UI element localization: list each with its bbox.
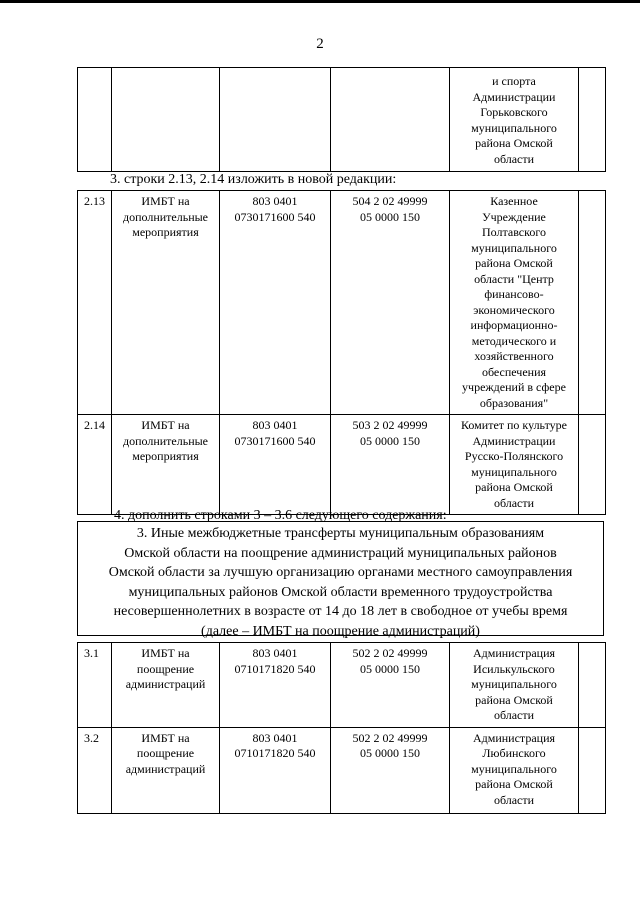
code-line: 803 0401 [252, 194, 298, 208]
code-line: 803 0401 [252, 646, 298, 660]
heading-line: 3. Иные межбюджетные трансферты муниципальным образованиям [136, 526, 545, 541]
recipient-line: муниципального [471, 240, 557, 255]
instruction-4: 4. дополнить строками 3 – 3.6 следующего содержания: [114, 508, 447, 523]
page-number: 2 [316, 36, 324, 52]
cell-code1 [220, 727, 331, 813]
code-line: 05 0000 150 [360, 209, 420, 224]
recipient-line: финансово- [484, 287, 544, 301]
recipient-line: обеспечения [481, 364, 547, 379]
section-3-heading [77, 521, 604, 639]
recipient-line: Учреждение [482, 209, 546, 224]
recipient-line: района Омской [475, 480, 553, 494]
recipient-line: Русско-Полянского [464, 449, 564, 463]
cell-recipient [450, 415, 579, 515]
cell-purpose [112, 415, 220, 515]
recipient-line: Администрации [472, 89, 556, 104]
recipient-line: муниципального [471, 464, 557, 479]
recipient-line: Администрация [472, 730, 556, 745]
cell-extra [579, 415, 606, 515]
cell-num [78, 68, 112, 172]
code-line: 05 0000 150 [360, 433, 420, 448]
instruction-3: 3. строки 2.13, 2.14 изложить в новой редакции: [110, 172, 397, 187]
cell-recipient [450, 643, 579, 728]
recipient-line: Комитет по культуре [461, 418, 567, 432]
purpose-line: ИМБТ на [141, 194, 190, 208]
code-line: 803 0401 [252, 730, 298, 745]
recipient-line: хозяйственного [474, 349, 554, 363]
heading-line: Омской области на поощрение администраций муниципальных районов [124, 545, 557, 561]
recipient-line: Администрации [472, 433, 556, 448]
top-border-line [0, 0, 640, 3]
cell-code2 [331, 727, 450, 813]
table-row [78, 191, 606, 415]
cell-extra [579, 191, 606, 415]
cell-num: 3.2 [78, 727, 112, 813]
purpose-line: администраций [125, 677, 206, 691]
recipient-line: района Омской [475, 256, 553, 270]
purpose-line: дополнительные [122, 433, 209, 448]
recipient-line: и спорта [492, 74, 536, 88]
purpose-line: поощрение [136, 661, 195, 676]
code-line: 05 0000 150 [360, 746, 420, 760]
recipient-line: экономического [473, 302, 555, 317]
recipient-line: методического и [471, 333, 557, 348]
code-line: 503 2 02 49999 [352, 418, 428, 432]
cell-code1 [220, 415, 331, 515]
recipient-line: области "Центр [474, 271, 554, 286]
recipient-line: информационно- [470, 318, 558, 332]
cell-code2 [331, 643, 450, 728]
recipient-line: муниципального [471, 761, 557, 776]
cell-code2 [331, 415, 450, 515]
cell-recipient [450, 727, 579, 813]
recipient-line: Полтавского [482, 225, 546, 239]
recipient-line: учреждений в сфере [462, 380, 566, 394]
cell-code1 [220, 191, 331, 415]
recipient-line: Исилькульского [473, 661, 555, 676]
cell-purpose [112, 191, 220, 415]
code-line: 502 2 02 49999 [352, 730, 428, 745]
table-rows-2 [77, 190, 606, 515]
table-row [78, 415, 606, 515]
recipient-line: Любинского [482, 746, 546, 760]
code-line: 05 0000 150 [360, 661, 420, 676]
recipient-line: области [493, 495, 535, 510]
table-rows-3 [77, 642, 606, 814]
purpose-line: ИМБТ на [141, 418, 190, 432]
code-line: 0730171600 540 [234, 209, 316, 224]
recipient-line: района Омской [475, 136, 553, 150]
code-line: 0730171600 540 [234, 433, 316, 448]
recipient-line: Горьковского [480, 105, 548, 119]
cell-code2 [331, 68, 450, 172]
code-line: 0710171820 540 [234, 746, 316, 760]
purpose-line: ИМБТ на [141, 730, 190, 745]
recipient-line: области [493, 151, 535, 166]
heading-line: (далее – ИМБТ на поощрение администраций) [201, 623, 480, 639]
code-line: 504 2 02 49999 [352, 194, 428, 208]
cell-purpose [112, 68, 220, 172]
recipient-line: области [493, 708, 535, 722]
code-line: 0710171820 540 [234, 661, 316, 676]
purpose-line: ИМБТ на [141, 646, 190, 660]
table-top-continuation [77, 67, 606, 172]
cell-num: 3.1 [78, 643, 112, 728]
purpose-line: поощрение [136, 746, 195, 760]
cell-recipient [450, 68, 579, 172]
table-row [78, 643, 606, 728]
recipient-line: района Омской [475, 777, 553, 791]
recipient-line: Казенное [490, 194, 538, 208]
cell-code1 [220, 643, 331, 728]
recipient-line: образования" [479, 395, 549, 410]
table-row [78, 727, 606, 813]
code-line: 803 0401 [252, 418, 298, 432]
purpose-line: мероприятия [132, 449, 199, 463]
cell-purpose [112, 643, 220, 728]
cell-extra [579, 643, 606, 728]
heading-line: муниципальных районов Омской области временного трудоустройства [128, 584, 553, 600]
code-line: 502 2 02 49999 [352, 646, 428, 660]
recipient-line: Администрация [472, 646, 556, 660]
cell-num: 2.13 [78, 191, 112, 415]
recipient-line: муниципального [471, 677, 557, 691]
purpose-line: администраций [125, 761, 206, 776]
heading-line: несовершеннолетних в возрасте от 14 до 18 лет в свободное от учебы время [113, 604, 568, 619]
cell-extra [579, 68, 606, 172]
cell-recipient [450, 191, 579, 415]
cell-code1 [220, 68, 331, 172]
table-row [78, 68, 606, 172]
heading-line: Омской области за лучшую организацию органами местного самоуправления [108, 565, 573, 580]
recipient-line: муниципального [471, 120, 557, 135]
cell-code2 [331, 191, 450, 415]
recipient-line: района Омской [475, 692, 553, 707]
purpose-line: дополнительные [122, 209, 209, 224]
purpose-line: мероприятия [132, 225, 199, 239]
cell-num: 2.14 [78, 415, 112, 515]
recipient-line: области [493, 792, 535, 807]
cell-extra [579, 727, 606, 813]
cell-purpose [112, 727, 220, 813]
